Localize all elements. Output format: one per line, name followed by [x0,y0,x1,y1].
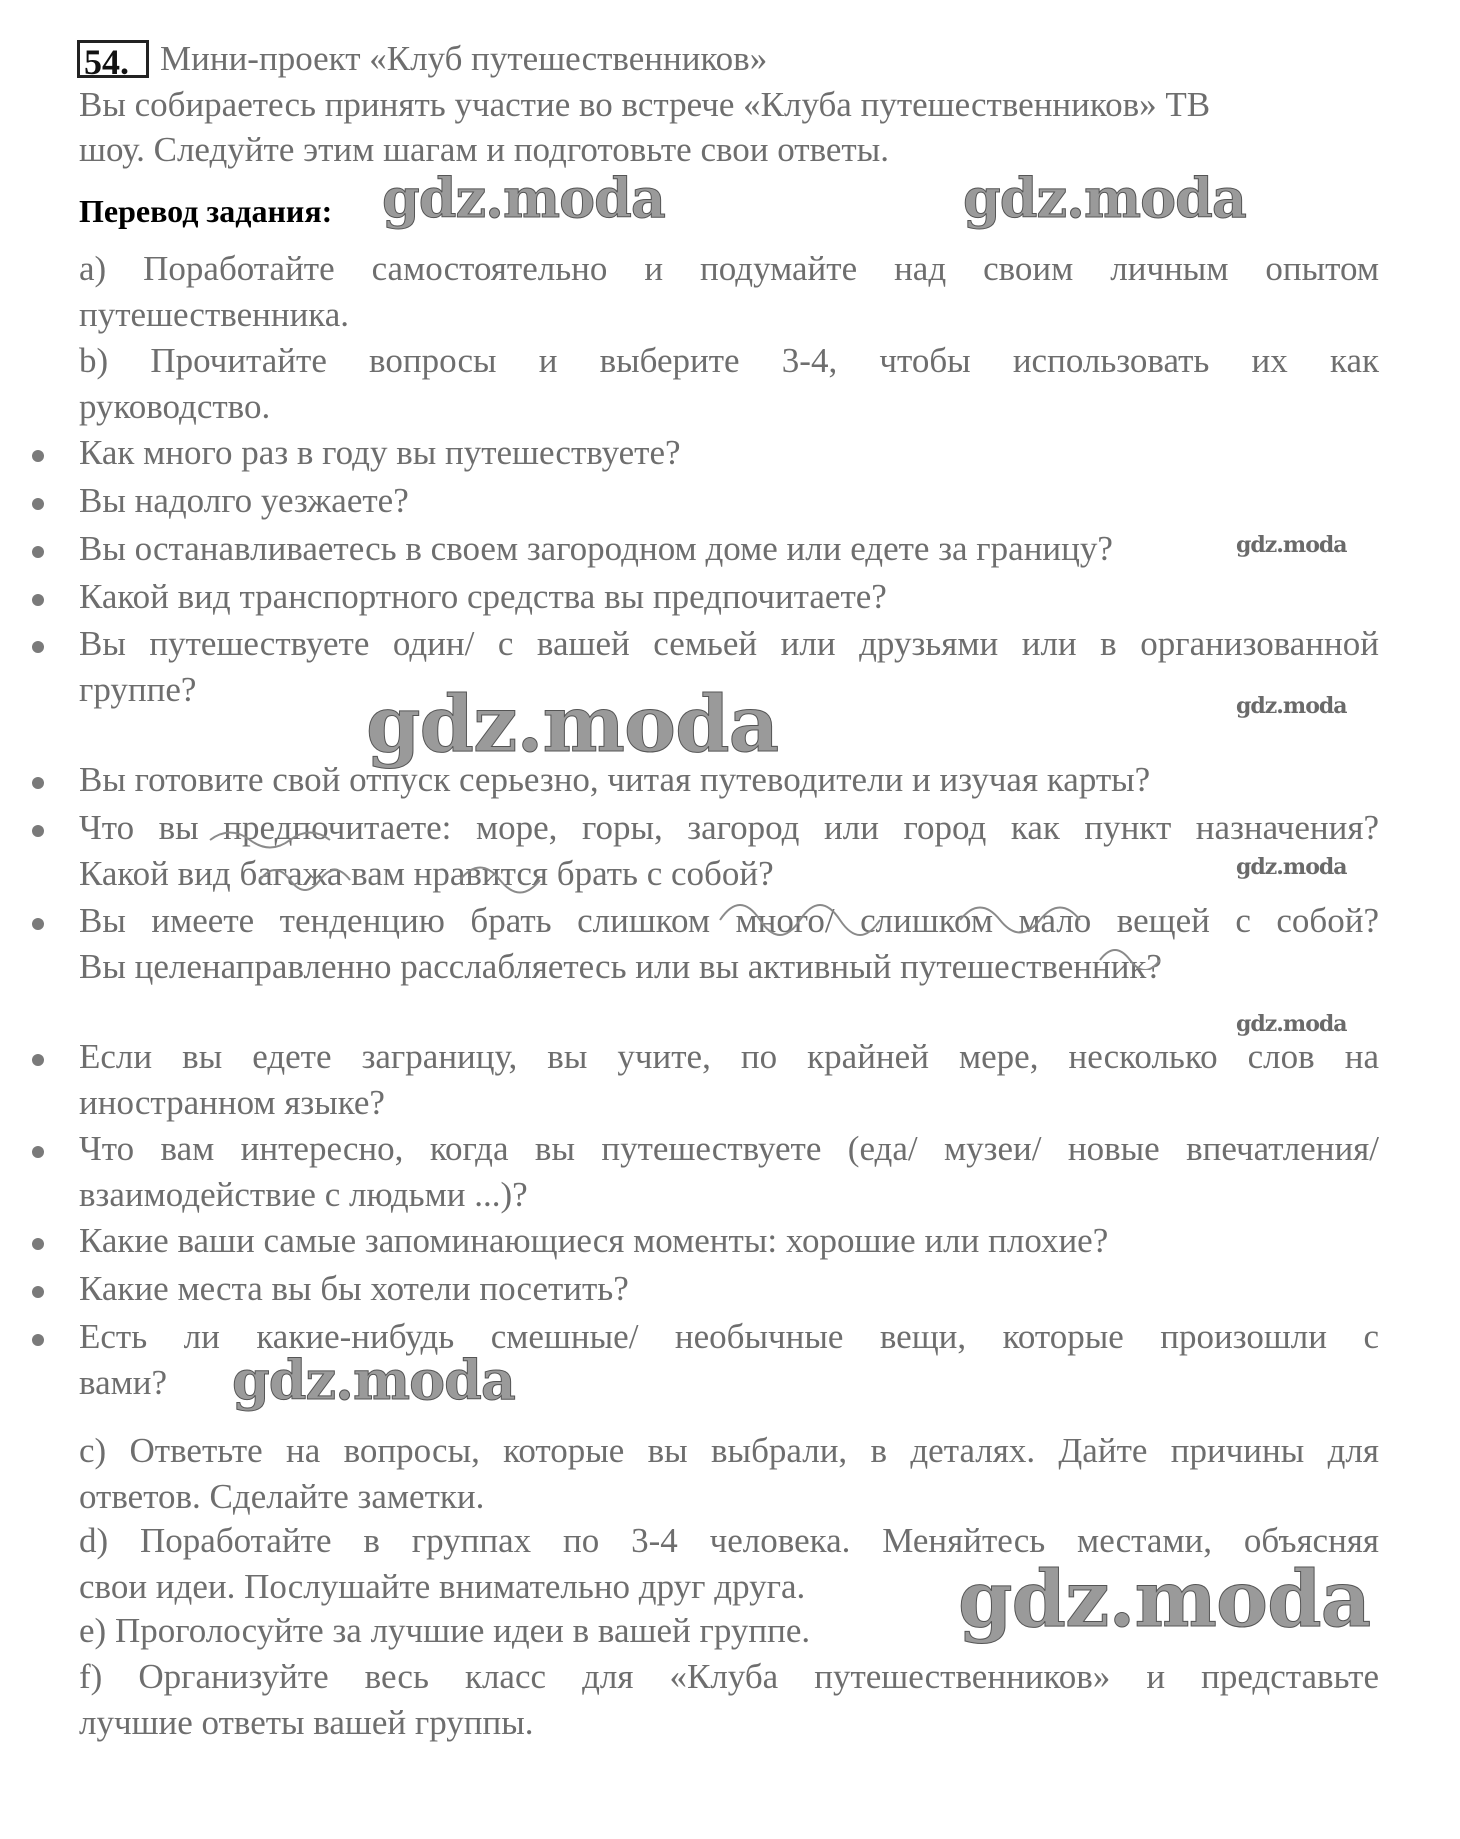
bullet-dot [32,450,44,462]
question-5-line-2: группе? [79,670,197,709]
bullet-dot [32,546,44,558]
watermark-logo: gdz.moda [1236,532,1347,558]
question-4: Какой вид транспортного средства вы предпочитаете? [79,577,887,616]
question-13-line-2: вами? [79,1363,168,1402]
question-11: Какие ваши самые запоминающиеся моменты: хорошие или плохие? [79,1221,1109,1260]
bullet-dot [32,777,44,789]
bullet-dot [32,1334,44,1346]
step-b-line-2: руководство. [79,387,271,426]
question-3: Вы останавливаетесь в своем загородном доме или едете за границу? [79,529,1113,568]
step-a-line-2: путешественника. [79,295,350,334]
question-7-line-1: Что вы предпочитаете: море, горы, загород или город как пункт назначения? [79,808,1379,847]
intro-line-1: Вы собираетесь принять участие во встрече «Клуба путешественников» ТВ [79,85,1211,124]
step-d-line-2: свои идеи. Послушайте внимательно друг друга. [79,1567,806,1606]
translation-label: Перевод задания: [79,193,333,229]
question-8-line-2: Вы целенаправленно расслабляетесь или вы активный путешественник? [79,947,1162,986]
step-c-line-1: с) Ответьте на вопросы, которые вы выбрали, в деталях. Дайте причины для [79,1431,1379,1470]
question-9-line-1: Если вы едете заграницу, вы учите, по крайней мере, несколько слов на [79,1037,1379,1076]
step-d-line-1: d) Поработайте в группах по 3-4 человека. Меняйтесь местами, объясняя [79,1521,1379,1560]
watermark-logo: gdz.moda [1236,854,1347,880]
question-5-line-1: Вы путешествуете один/ с вашей семьей или друзьями или в организованной [79,624,1379,663]
question-9-line-2: иностранном языке? [79,1083,385,1122]
bullet-dot [32,825,44,837]
question-10-line-2: взаимодействие с людьми ...)? [79,1175,528,1214]
question-13-line-1: Есть ли какие-нибудь смешные/ необычные вещи, которые произошли с [79,1317,1379,1356]
question-6: Вы готовите свой отпуск серьезно, читая путеводители и изучая карты? [79,760,1151,799]
question-8-line-1: Вы имеете тенденцию брать слишком много/ слишком мало вещей с собой? [79,901,1379,940]
bullet-dot [32,1146,44,1158]
question-7-line-2: Какой вид багажа вам нравится брать с собой? [79,854,774,893]
watermark-logo: gdz.moda [232,1348,515,1412]
bullet-dot [32,594,44,606]
bullet-dot [32,641,44,653]
watermark-logo: gdz.moda [958,1554,1371,1645]
question-10-line-1: Что вам интересно, когда вы путешествуете (еда/ музеи/ новые впечатления/ [79,1129,1379,1168]
bullet-dot [32,1286,44,1298]
step-b-line-1: b) Прочитайте вопросы и выберите 3-4, чтобы использовать их как [79,341,1379,380]
intro-line-2: шоу. Следуйте этим шагам и подготовьте свои ответы. [79,130,889,169]
watermark-logo: gdz.moda [1236,693,1347,719]
bullet-dot [32,1054,44,1066]
scribble-overlay [200,820,1380,970]
watermark-logo: gdz.moda [382,166,665,230]
question-12: Какие места вы бы хотели посетить? [79,1269,629,1308]
step-e-line-1: е) Проголосуйте за лучшие идеи в вашей группе. [79,1611,811,1650]
step-f-line-1: f) Организуйте весь класс для «Клуба путешественников» и представьте [79,1657,1379,1696]
step-a-line-1: а) Поработайте самостоятельно и подумайте над своим личным опытом [79,249,1379,288]
task-title: Мини-проект «Клуб путешественников» [160,39,768,78]
bullet-dot [32,918,44,930]
bullet-dot [32,498,44,510]
bullet-dot [32,1238,44,1250]
step-c-line-2: ответов. Сделайте заметки. [79,1477,485,1516]
watermark-logo: gdz.moda [1236,1011,1347,1037]
step-f-line-2: лучшие ответы вашей группы. [79,1703,534,1742]
watermark-logo: gdz.moda [963,166,1246,230]
watermark-logo: gdz.moda [366,679,779,770]
question-2: Вы надолго уезжаете? [79,481,409,520]
task-number: 54. [77,40,149,78]
question-1: Как много раз в году вы путешествуете? [79,433,681,472]
